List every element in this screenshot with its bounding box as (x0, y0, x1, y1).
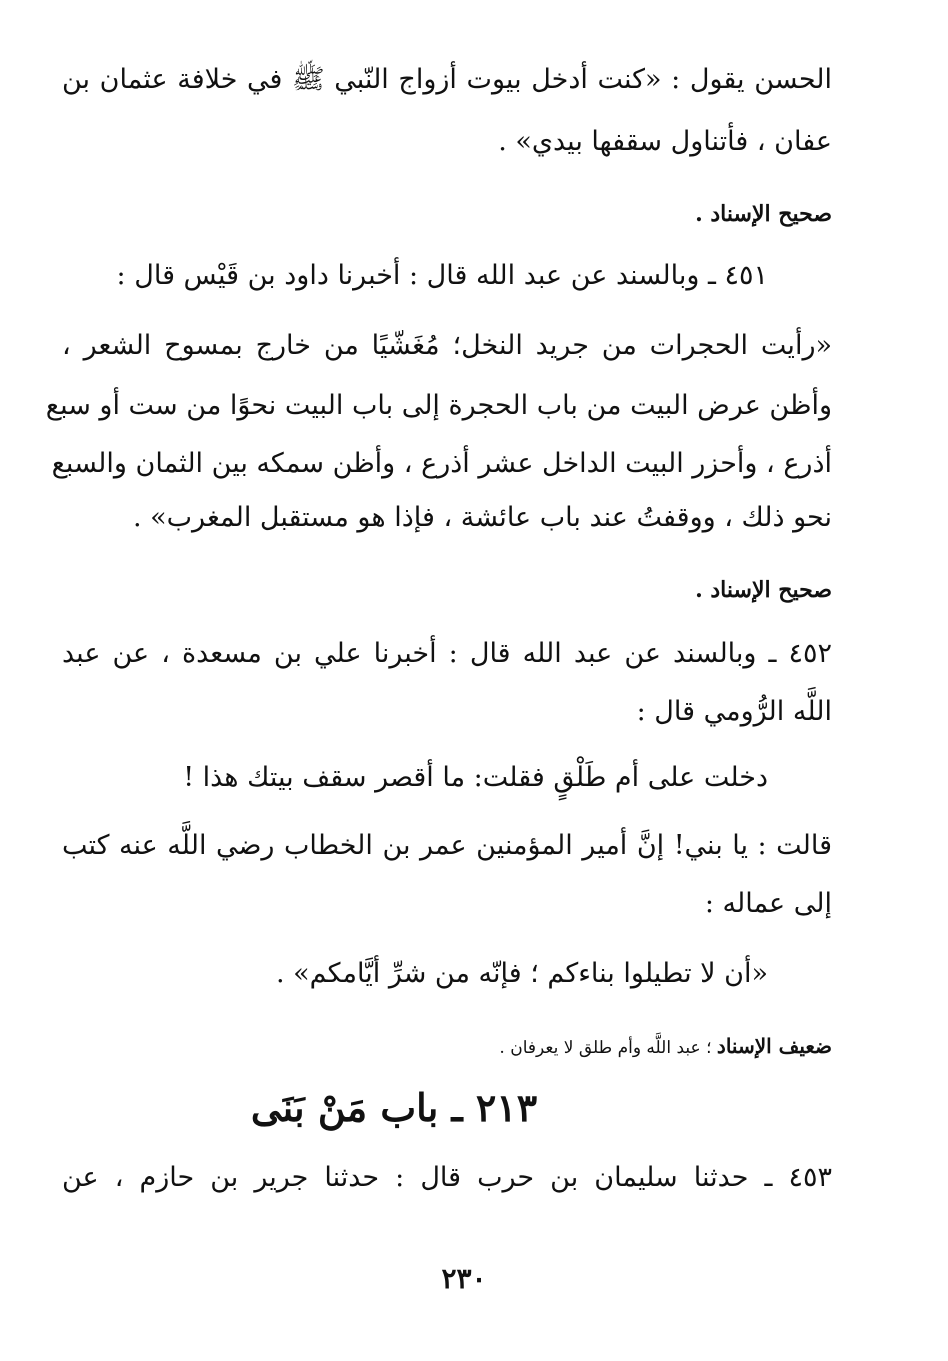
text-line: دخلت على أم طَلْقٍ فقلت: ما أقصر سقف بيتك هذا ! (183, 762, 768, 793)
text-line: قالت : يا بني! إنَّ أمير المؤمنين عمر بن الخطاب رضي اللَّه عنه كتب (62, 830, 832, 861)
text-line: أذرع ، وأحزر البيت الداخل عشر أذرع ، وأظن سمكه بين الثمان والسبع (51, 448, 832, 479)
hadith-isnad: ٤٥٣ ـ حدثنا سليمان بن حرب قال : حدثنا جرير بن حازم ، عن (62, 1162, 832, 1193)
text-line: «رأيت الحجرات من جريد النخل؛ مُغَشّيًا من خارج بمسوح الشعر ، (62, 330, 832, 361)
hadith-grade: صحيح الإسناد . (695, 577, 832, 603)
hadith-isnad: ٤٥٢ ـ وبالسند عن عبد الله قال : أخبرنا علي بن مسعدة ، عن عبد (62, 638, 832, 669)
text-line: عفان ، فأتناول سقفها بيدي» . (498, 126, 832, 157)
chapter-heading: ٢١٣ ـ باب مَنْ بَنَى (250, 1085, 538, 1130)
text-line: إلى عماله : (704, 888, 832, 919)
grade-note: ؛ عبد اللَّه وأم طلق لا يعرفان . (499, 1038, 712, 1058)
page-number: ٢٣٠ (441, 1262, 487, 1295)
text-line: «أن لا تطيلوا بناءكم ؛ فإنّه من شرِّ أيَّامكم» . (275, 958, 768, 989)
text-line: اللَّه الرُّومي قال : (636, 696, 832, 727)
text-line: الحسن يقول : «كنت أدخل بيوت أزواج النّبي ﷺ في خلافة عثمان بن (62, 64, 832, 95)
text-line: نحو ذلك ، ووقفتُ عند باب عائشة ، فإذا هو مستقبل المغرب» . (132, 502, 832, 533)
hadith-grade-weak (499, 1028, 832, 1066)
hadith-grade: صحيح الإسناد . (695, 201, 832, 227)
hadith-isnad: ٤٥١ ـ وبالسند عن عبد الله قال : أخبرنا داود بن قَيْس قال : (116, 260, 768, 291)
grade-label: ضعيف الإسناد (716, 1034, 832, 1058)
text-line: وأظن عرض البيت من باب الحجرة إلى باب البيت نحوًا من ست أو سبع (45, 390, 832, 421)
